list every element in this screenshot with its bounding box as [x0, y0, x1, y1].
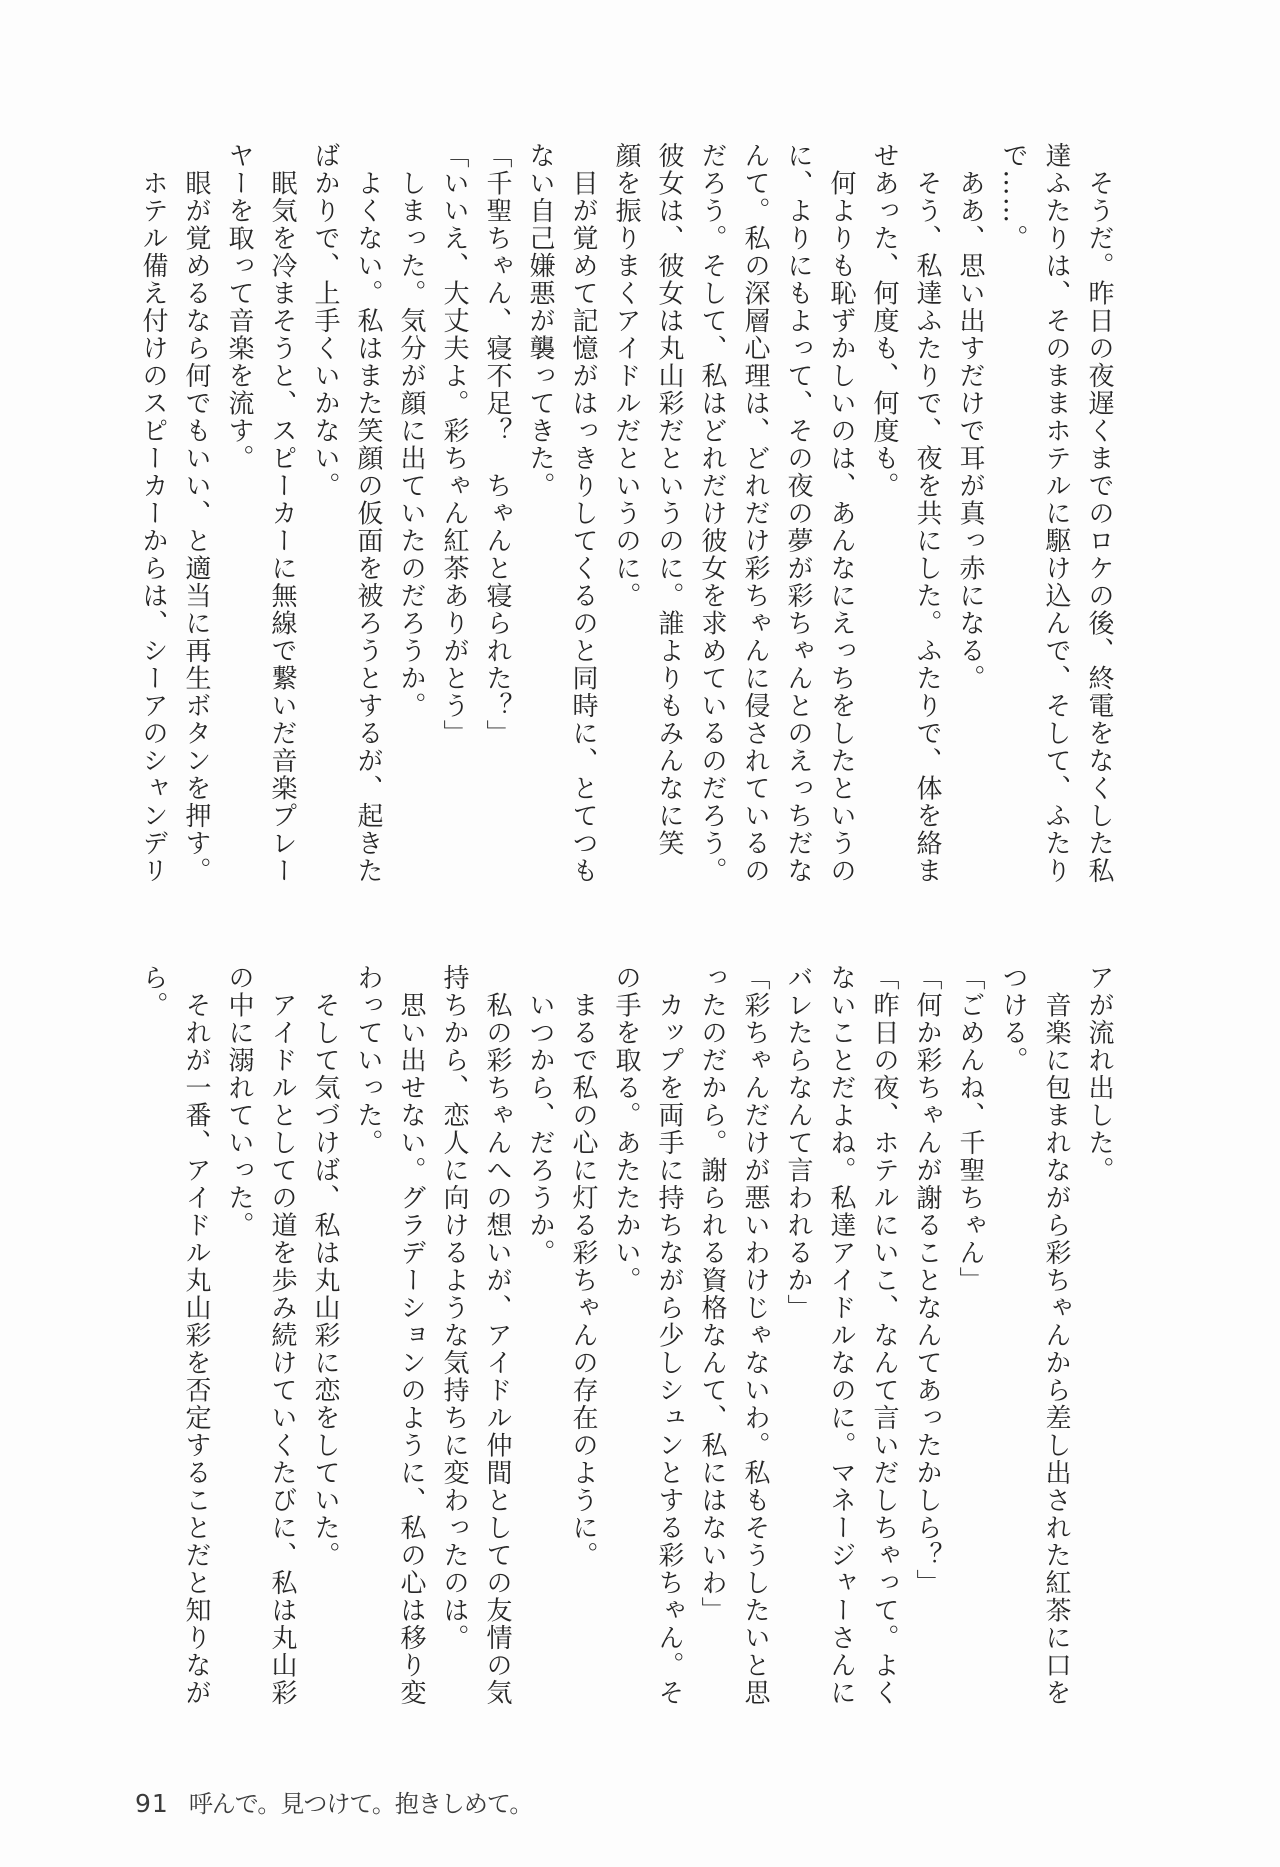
text-column: 「昨日の夜、ホテルにいこ、なんて言いだしちゃって。よく	[869, 964, 899, 1707]
text-column: の手を取る。あたたかい。	[611, 964, 641, 1294]
text-column: 顔を振りまくアイドルだというのに。	[611, 142, 641, 610]
text-column: そして気づけば、私は丸山彩に恋をしていた。	[310, 964, 340, 1569]
text-column: 「いいえ、大丈夫よ。彩ちゃん紅茶ありがとう」	[439, 142, 469, 747]
text-column: だろう。そして、私はどれだけ彼女を求めているのだろう。	[697, 142, 727, 885]
text-column: そう、私達ふたりで、夜を共にした。ふたりで、体を絡ま	[912, 142, 942, 885]
text-column: せあった、何度も、何度も。	[869, 142, 899, 500]
page-number: 91	[135, 1789, 169, 1818]
text-column: 「ごめんね、千聖ちゃん」	[955, 964, 985, 1294]
text-column: いつから、だろうか。	[525, 964, 555, 1267]
text-column: ないことだよね。私達アイドルなのに。マネージャーさんに	[826, 964, 856, 1707]
text-column: ああ、思い出すだけで耳が真っ赤になる。	[955, 142, 985, 692]
text-column: ばかりで、上手くいかない。	[310, 142, 340, 500]
text-column: 思い出せない。グラデーションのように、私の心は移り変	[396, 964, 426, 1707]
text-column: よくない。私はまた笑顔の仮面を被ろうとするが、起きた	[353, 142, 383, 885]
text-column: まるで私の心に灯る彩ちゃんの存在のように。	[568, 964, 598, 1569]
text-column: の中に溺れていった。	[224, 964, 254, 1239]
text-column: 目が覚めて記憶がはっきりしてくるのと同時に、とてつも	[568, 142, 598, 885]
text-column: で……。	[998, 142, 1028, 252]
text-column: そうだ。昨日の夜遅くまでのロケの後、終電をなくした私	[1084, 142, 1114, 885]
text-column: んて。私の深層心理は、どれだけ彩ちゃんに侵されているの	[740, 142, 770, 885]
text-column: アイドルとしての道を歩み続けていくたびに、私は丸山彩	[267, 964, 297, 1707]
text-column: 眼が覚めるなら何でもいい、と適当に再生ボタンを押す。	[181, 142, 211, 885]
text-block-top	[139, 142, 1112, 890]
text-column: 達ふたりは、そのままホテルに駆け込んで、そして、ふたり	[1041, 142, 1071, 885]
text-column: 何よりも恥ずかしいのは、あんなにえっちをしたというの	[826, 142, 856, 885]
text-column: 彼女は、彼女は丸山彩だというのに。誰よりもみんなに笑	[654, 142, 684, 857]
text-column: ヤーを取って音楽を流す。	[224, 142, 254, 472]
text-column: ったのだから。謝られる資格なんて、私にはないわ」	[697, 964, 727, 1624]
page-footer	[135, 1784, 532, 1819]
book-title: 呼んで。見つけて。抱きしめて。	[188, 1790, 533, 1818]
text-column: 「何か彩ちゃんが謝ることなんてあったかしら？」	[912, 964, 942, 1597]
text-column: それが一番、アイドル丸山彩を否定することだと知りなが	[181, 964, 211, 1707]
text-column: しまった。気分が顔に出ていたのだろうか。	[396, 142, 426, 720]
text-column: わっていった。	[353, 964, 383, 1157]
text-column: に、よりにもよって、その夜の夢が彩ちゃんとのえっちだな	[783, 142, 813, 885]
text-column: 私の彩ちゃんへの想いが、アイドル仲間としての友情の気	[482, 964, 512, 1707]
text-column: つける。	[998, 964, 1028, 1074]
text-column: 音楽に包まれながら彩ちゃんから差し出された紅茶に口を	[1041, 964, 1071, 1707]
text-column: 「千聖ちゃん、寝不足？ ちゃんと寝られた？」	[482, 142, 512, 747]
text-column: 眠気を冷まそうと、スピーカーに無線で繋いだ音楽プレー	[267, 142, 297, 885]
text-column: ら。	[138, 964, 168, 1019]
text-block-bottom	[139, 964, 1112, 1712]
text-column: バレたらなんて言われるか」	[783, 964, 813, 1322]
text-column: 「彩ちゃんだけが悪いわけじゃないわ。私もそうしたいと思	[740, 964, 770, 1707]
text-column: 持ちから、恋人に向けるような気持ちに変わったのは。	[439, 964, 469, 1652]
text-column: アが流れ出した。	[1084, 964, 1114, 1184]
text-column: カップを両手に持ちながら少しシュンとする彩ちゃん。そ	[654, 964, 684, 1707]
text-column: ない自己嫌悪が襲ってきた。	[525, 142, 555, 500]
text-column: ホテル備え付けのスピーカーからは、シーアのシャンデリ	[138, 142, 168, 885]
